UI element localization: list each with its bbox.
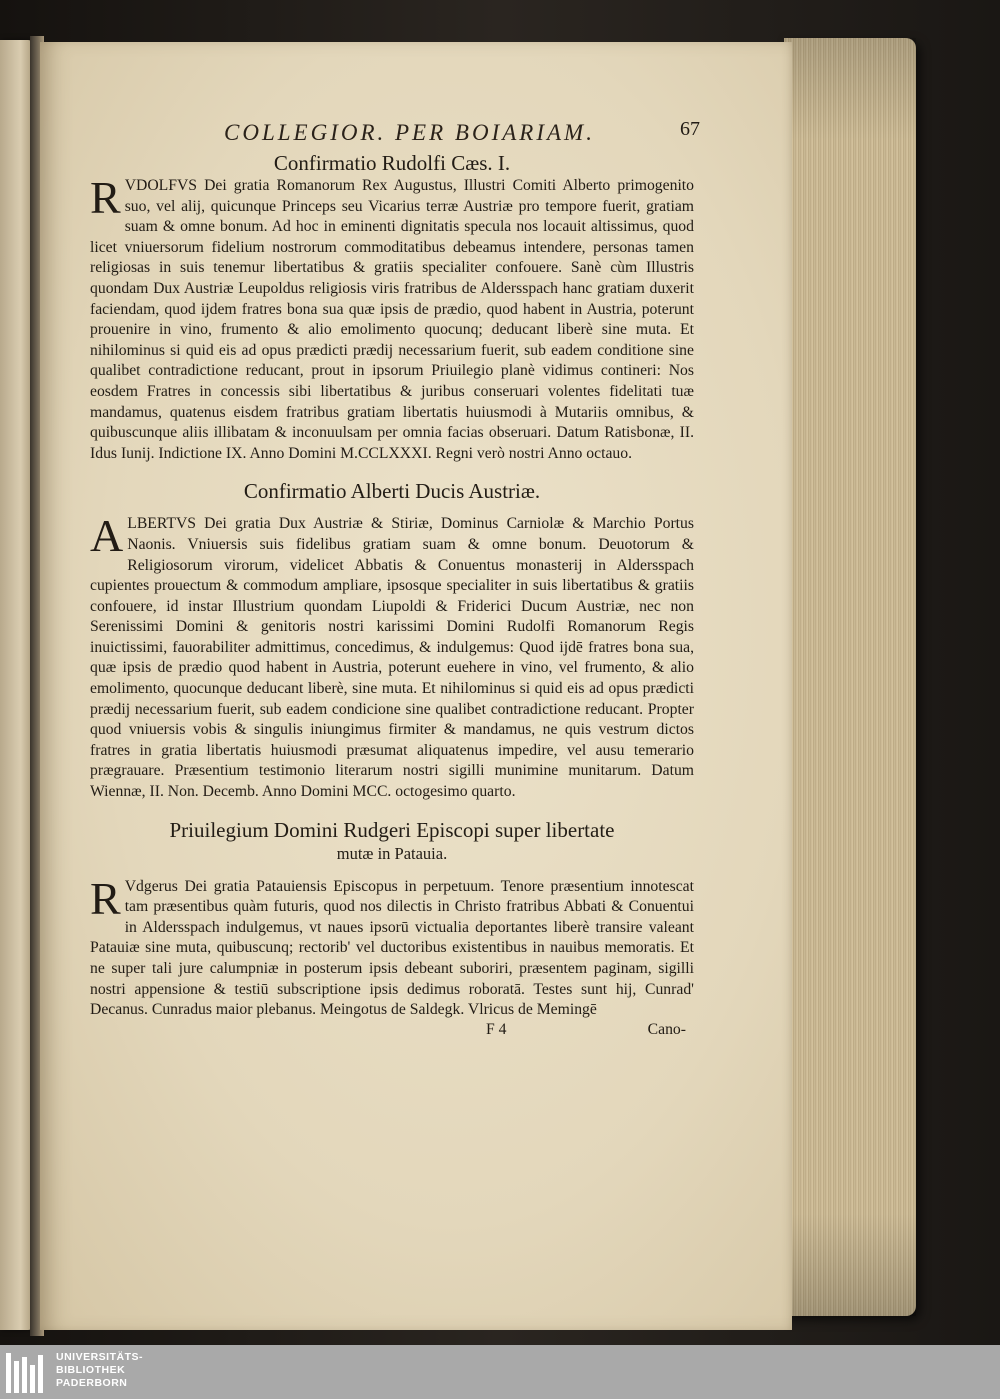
running-title: COLLEGIOR. PER BOIARIAM. (224, 120, 595, 145)
page-block-edges (784, 38, 916, 1316)
running-head (90, 114, 700, 145)
paragraph-body: Vdgerus Dei gratia Patauiensis Episcopus in perpetuum. Tenore præsentium innotescat tam præsentibus quàm futuris, quod nos dilectis in Christo fratribus Abbati & Conuentui in Aldersspach indulgemus, vt naues ipsorū victualia deportantes liberè transire valeant Patauiæ sine muta, quibuscunq; rectorib' vel ductoribus existentibus in nauibus memoratis. Et ne super tali jure calumpniæ in posterum ipsis debeant suboriri, præsentem paginam, sigilli nostri appensione & testiū subscriptione ipsis dedimus roboratā. Testes sunt hij, Cunrad' Decanus. Cunradus maior plebanus. Meingotus de Saldegk. Vlricus de Memingē (90, 877, 694, 1019)
drop-initial: R (90, 872, 121, 924)
text-block (90, 114, 700, 1045)
library-name-line: BIBLIOTHEK (56, 1364, 126, 1376)
left-page-edge (0, 40, 34, 1330)
section-heading: Priuilegium Domini Rudgeri Episcopi super libertate (169, 817, 615, 842)
section-heading-continuation: mutæ in Patauia. (336, 843, 448, 863)
library-name-line: PADERBORN (56, 1377, 128, 1389)
section-heading: Confirmatio Rudolfi Cæs. I. (273, 151, 511, 175)
signature-mark: F 4 (486, 1020, 507, 1038)
paragraph-body: LBERTVS Dei gratia Dux Austriæ & Stiriæ, Dominus Carniolæ & Marchio Portus Naonis. Vniuersis suis fidelibus gratiam suam & omne bonum. Deuotorum & Religiosorum virorum, videlicet Abbatis & Conuentus monasterij in Aldersspach cupientes prouectum & commodum ampliare, ipsosque specialiter in suis libertatibus & gratiis confouere, id instar Illustrium quondam Liupoldi & Friderici Ducum Austriæ, nec non Serenissimi Domini & genitoris nostri karissimi Domini Rudolfi Romanorum Regis inuictissimi, fauorabiliter admittimus, concedimus, & indulgemus: Quod ijdē fratres bona sua, quæ ipsis de prædio quod habent in Austria, poterunt euehere in vino, vel frumento, & alio emolimento, quocunque deducant liberè, sine muta. Et nihilominus si quid eis ad opus prædicti prædij necessarium fuerit, sub eadem condicione sine qualibet contradictione reducant. Propter quod vniuersis vobis & singulis iniungimus firmiter & mandamus, ne quis vestrum dictos fratres in gratia libertatis huiusmodi præsumat aliquatenus impedire, vel ausu temerario prægrauare. Præsentium testimonio literarum nostri sigilli munimine munitarum. Datum Wiennæ, II. Non. Decemb. Anno Domini MCC. octogesimo quarto. (90, 515, 694, 801)
page-footer (90, 1021, 694, 1045)
book-page (40, 42, 792, 1330)
section-text (90, 872, 694, 1021)
paragraph-body: VDOLFVS Dei gratia Romanorum Rex Augustus, Illustri Comiti Alberto primogenito suo, vel alij, quicunque Princeps seu Vicarius terræ Austriæ pro tempore fuerit, gratiam suam & omne bonum. Ad hoc in eminenti dignitatis specula nos locauit altissimus, quod licet vniuersorum fidelium nostrorum commoditatibus debeamus intendere, personas tamen religiosas in suis tenemur libertatibus & gratiis specialiter confouere. Sanè cùm Illustris quondam Dux Austriæ Leupoldus religiosis viris fratribus de Aldersspach hanc gratiam duxerit faciendam, quod ijdem fratres bona sua quæ ipsis de prædio, quod habent in Austria, poterunt prouenire in vino, frumento & alio emolimento quocunq; deducant liberè sine muta. Et nihilominus si quid eis ad opus prædicti prædij necessarium fuerit, sub eadem conditione sine qualibet contradictione reducant, prout in ipsorum Priuilegio planè vidimus contineri: Nos eosdem Fratres in concessis sibi libertatibus & juribus conseruari volentes fidelitati tuæ mandamus, quatenus eisdem fratribus gratiam libertatis huiusmodi à Mutariis omnibus, & quibuscunque aliis illibatam & inconuulsam per omnia facias obseruari. Datum Ratisbonæ, II. Idus Iunij. Indictione IX. Anno Domini M.CCLXXXI. Regni verò nostri Anno octauo. (90, 177, 694, 462)
page-number: 67 (680, 118, 700, 140)
library-logo-icon (6, 1353, 50, 1393)
library-logo-text (56, 1351, 143, 1390)
section-text (90, 510, 694, 802)
drop-initial: A (90, 510, 124, 562)
library-footer-bar (0, 1345, 1000, 1399)
section-heading: Confirmatio Alberti Ducis Austriæ. (243, 479, 541, 504)
catchword: Cano- (647, 1020, 686, 1038)
section-text (90, 172, 694, 464)
library-name-line: UNIVERSITÄTS- (56, 1351, 144, 1363)
drop-initial: R (90, 172, 121, 223)
